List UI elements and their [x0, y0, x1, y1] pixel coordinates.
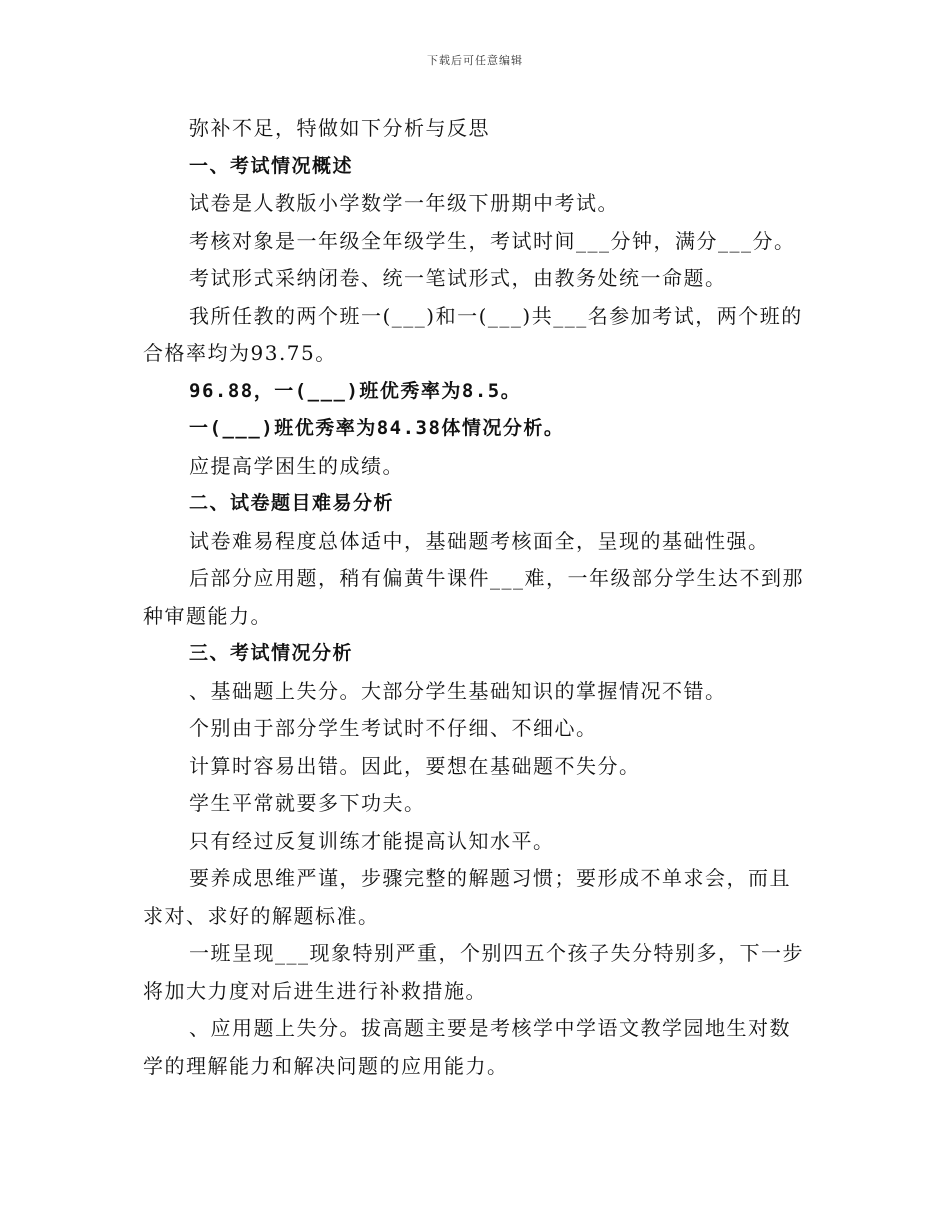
- paragraph-continuation: 学的理解能力和解决问题的应用能力。: [143, 1053, 509, 1078]
- paragraph: 后部分应用题，稍有偏黄牛课件___难，一年级部分学生达不到那: [189, 566, 804, 590]
- paragraph: 、应用题上失分。拔高题主要是考核学中学语文教学园地生对数: [189, 1016, 791, 1040]
- document-body: [143, 110, 811, 1085]
- bold-paragraph: 96.88，一(___)班优秀率为8.5。: [189, 379, 522, 402]
- paragraph: 学生平常就要多下功夫。: [189, 791, 426, 815]
- paragraph-continuation: 合格率均为93.75。: [143, 341, 337, 365]
- section-heading-3: 三、考试情况分析: [189, 642, 354, 664]
- paragraph: 计算时容易出错。因此，要想在基础题不失分。: [189, 753, 641, 778]
- paragraph: 、基础题上失分。大部分学生基础知识的掌握情况不错。: [189, 678, 727, 703]
- paragraph: 考试形式采纳闭卷、统一笔试形式，由教务处统一命题。: [189, 266, 727, 290]
- paragraph: 弥补不足，特做如下分析与反思: [189, 116, 490, 140]
- paragraph: 试卷难易程度总体适中，基础题考核面全，呈现的基础性强。: [189, 528, 770, 553]
- paragraph: 只有经过反复训练才能提高认知水平。: [189, 828, 555, 853]
- section-heading-2: 二、试卷题目难易分析: [189, 492, 395, 514]
- paragraph: 我所任教的两个班一(___)和一(___)共___名参加考试，两个班的: [189, 303, 803, 328]
- bold-paragraph: 一(___)班优秀率为84.38体情况分析。: [189, 417, 565, 439]
- paragraph-continuation: 将加大力度对后进生进行补救措施。: [143, 978, 487, 1003]
- paragraph: 要养成思维严谨，步骤完整的解题习惯；要形成不单求会，而且: [189, 866, 791, 890]
- paragraph: 试卷是人教版小学数学一年级下册期中考试。: [189, 191, 619, 215]
- paragraph-continuation: 求对、求好的解题标准。: [143, 903, 380, 928]
- page-header: 下载后可任意编辑: [427, 54, 523, 67]
- paragraph-continuation: 种审题能力。: [143, 603, 272, 628]
- paragraph: 一班呈现___现象特别严重，个别四五个孩子失分特别多，下一步: [189, 941, 804, 965]
- paragraph: 个别由于部分学生考试时不仔细、不细心。: [189, 716, 598, 740]
- paragraph: 应提高学困生的成绩。: [189, 453, 404, 478]
- section-heading-1: 一、考试情况概述: [189, 154, 354, 177]
- paragraph: 考核对象是一年级全年级学生，考试时间___分钟，满分___分。: [189, 228, 796, 253]
